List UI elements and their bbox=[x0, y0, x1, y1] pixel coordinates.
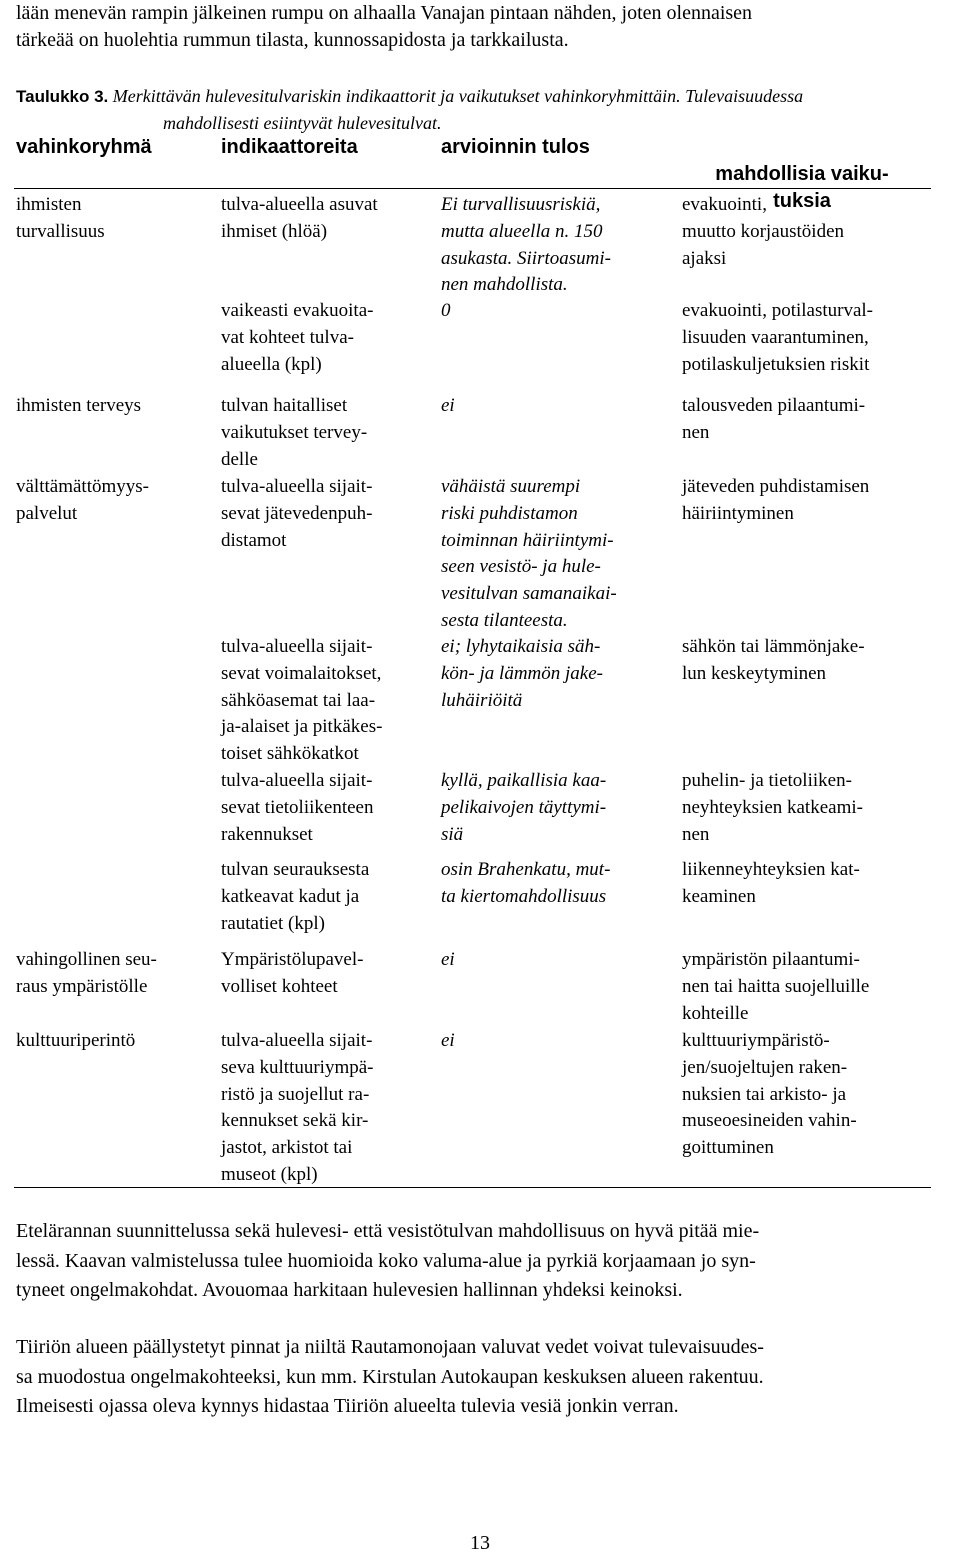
caption-label: Taulukko 3. bbox=[16, 87, 109, 106]
header-result: arvioinnin tulos bbox=[441, 136, 590, 158]
cell-result: ei bbox=[441, 949, 455, 970]
cell-effect: liikenneyhteyksien kat- keaminen bbox=[682, 859, 860, 907]
cell-result: 0 bbox=[441, 300, 451, 321]
cell-indicator: tulva-alueella sijait- seva kulttuuriympä- ristö ja suojellut ra- kennukset sekä kir- jastot, arkistot tai museot (kpl) bbox=[221, 1030, 374, 1185]
cell-result: ei bbox=[441, 395, 455, 416]
cell-group: kulttuuriperintö bbox=[16, 1030, 136, 1051]
cell-effect: puhelin- ja tietoliiken- neyhteyksien katkeami- nen bbox=[682, 770, 863, 845]
cell-result: ei; lyhytaikaisia säh- kön- ja lämmön jake- luhäiriöitä bbox=[441, 636, 603, 711]
cell-indicator: tulva-alueella asuvat ihmiset (hlöä) bbox=[221, 194, 378, 242]
cell-result: osin Brahenkatu, mut- ta kiertomahdollisuus bbox=[441, 859, 611, 907]
intro-paragraph: lään menevän rampin jälkeinen rumpu on alhaalla Vanajan pintaan nähden, joten olennaisen tärkeää on huolehtia rummun tilasta, kunnossapidosta ja tarkkailusta. bbox=[16, 2, 753, 51]
cell-result: kyllä, paikallisia kaa- pelikaivojen täyttymi- siä bbox=[441, 770, 607, 845]
cell-effect: jäteveden puhdistamisen häiriintyminen bbox=[682, 476, 870, 524]
cell-effect: kulttuuriympäristö- jen/suojeltujen raken- nuksien tai arkisto- ja museoesineiden vahin- goittuminen bbox=[682, 1030, 857, 1159]
cell-indicator: tulvan haitalliset vaikutukset tervey- delle bbox=[221, 395, 368, 470]
table-bottom-rule bbox=[14, 1187, 931, 1188]
body-paragraph: Tiiriön alueen päällystetyt pinnat ja niiltä Rautamonojaan valuvat vedet voivat tulevaisuudes- sa muodostua ongelmakohteeksi, kun mm. Kirstulan Autokaupan keskuksen alueen rakentuu. Ilmeisesti ojassa oleva kynnys hidastaa Tiiriön alueelta tulevia vesiä jonkin verran. bbox=[16, 1336, 764, 1417]
cell-effect: ympäristön pilaantumi- nen tai haitta suojelluille kohteille bbox=[682, 949, 870, 1024]
header-rule bbox=[14, 188, 931, 189]
cell-result: vähäistä suurempi riski puhdistamon toiminnan häiriintymi- seen vesistö- ja hule- vesitulvan samanaikai- sesta tilanteesta. bbox=[441, 476, 617, 631]
cell-indicator: tulva-alueella sijait- sevat tietoliikenteen rakennukset bbox=[221, 770, 374, 845]
cell-indicator: tulvan seurauksesta katkeavat kadut ja rautatiet (kpl) bbox=[221, 859, 370, 934]
cell-result: ei bbox=[441, 1030, 455, 1051]
caption-text-continued: mahdollisesti esiintyvät hulevesitulvat. bbox=[163, 113, 442, 133]
cell-indicator: tulva-alueella sijait- sevat jätevedenpuh- distamot bbox=[221, 476, 373, 551]
cell-result: Ei turvallisuusriskiä, mutta alueella n. 150 asukasta. Siirtoasumi- nen mahdollista. bbox=[441, 194, 611, 296]
header-indicators: indikaattoreita bbox=[221, 136, 358, 158]
cell-group: välttämättömyys- palvelut bbox=[16, 476, 149, 524]
cell-indicator: vaikeasti evakuoita- vat kohteet tulva- alueella (kpl) bbox=[221, 300, 374, 375]
header-effects-text: mahdollisia vaiku- tuksia bbox=[715, 163, 889, 212]
cell-group: ihmisten turvallisuus bbox=[16, 194, 105, 242]
cell-effect: talousveden pilaantumi- nen bbox=[682, 395, 866, 443]
table-caption bbox=[16, 83, 946, 137]
cell-indicator: tulva-alueella sijait- sevat voimalaitokset, sähköasemat tai laa- ja-alaiset ja pitkäkes- toiset sähkökatkot bbox=[221, 636, 383, 765]
cell-group: vahingollinen seu- raus ympäristölle bbox=[16, 949, 157, 997]
cell-effect: evakuointi, potilasturval- lisuuden vaarantuminen, potilaskuljetuksien riskit bbox=[682, 300, 874, 375]
page-number: 13 bbox=[470, 1532, 490, 1554]
cell-indicator: Ympäristölupavel- volliset kohteet bbox=[221, 949, 364, 997]
body-paragraph: Etelärannan suunnittelussa sekä hulevesi- että vesistötulvan mahdollisuus on hyvä pitää mie- lessä. Kaavan valmistelussa tulee huomioida koko valuma-alue ja pyrkiä korjaamaan jo syn- tyneet ongelmakohdat. Avouomaa harkitaan hulevesien hallinnan yhdeksi keinoksi. bbox=[16, 1220, 760, 1301]
cell-effect: sähkön tai lämmönjake- lun keskeytyminen bbox=[682, 636, 865, 684]
caption-text: Merkittävän hulevesitulvariskin indikaattorit ja vaikutukset vahinkoryhmittäin. Tulevaisuudessa bbox=[112, 86, 804, 106]
header-group: vahinkoryhmä bbox=[16, 136, 152, 158]
cell-group: ihmisten terveys bbox=[16, 395, 142, 416]
cell-effect: evakuointi, muutto korjaustöiden ajaksi bbox=[682, 194, 845, 269]
